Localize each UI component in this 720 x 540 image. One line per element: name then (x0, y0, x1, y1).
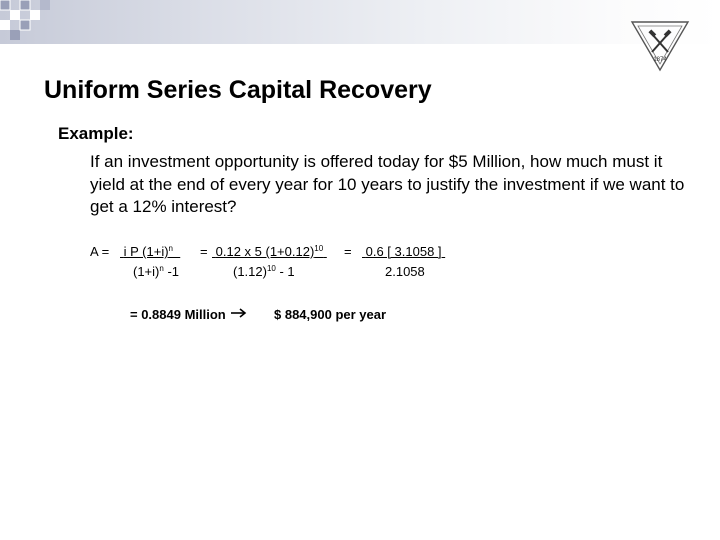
equation-numerator-2: 0.12 x 5 $(1+0.12)^{10}$ (215, 244, 324, 259)
equation-equals-3: = (344, 244, 352, 259)
equation-denominator-3: 2.1058 (385, 264, 425, 279)
slide-title: Uniform Series Capital Recovery (44, 76, 432, 104)
equation-numerator-3: 0.6 [ 3.1058 ] (365, 244, 442, 259)
equation-numerator-1: i P $(1+i)^n$ (123, 244, 173, 259)
result-value: = 0.8849 Million (130, 307, 226, 322)
equation-equals-2: = (200, 244, 208, 259)
result-answer: $ 884,900 per year (274, 307, 387, 322)
svg-text:1874: 1874 (653, 57, 667, 63)
equation-denominator-1: $(1+i)^n$ -1 (133, 264, 179, 279)
checkerboard-decoration (0, 0, 60, 44)
equation-lhs: A = (90, 244, 110, 259)
example-label: Example: (58, 124, 134, 143)
equation-denominator-2: $(1.12)^{10} - 1$ (233, 264, 295, 279)
university-seal-icon (624, 18, 696, 72)
right-arrow-icon (229, 307, 249, 322)
problem-statement: If an investment opportunity is offered today for $5 Million, how much must it yield at the end of every year for 10 years to justify the investment if we want to get a 12% interest? (90, 152, 685, 216)
result-line (130, 307, 249, 322)
header-bar (0, 0, 720, 44)
